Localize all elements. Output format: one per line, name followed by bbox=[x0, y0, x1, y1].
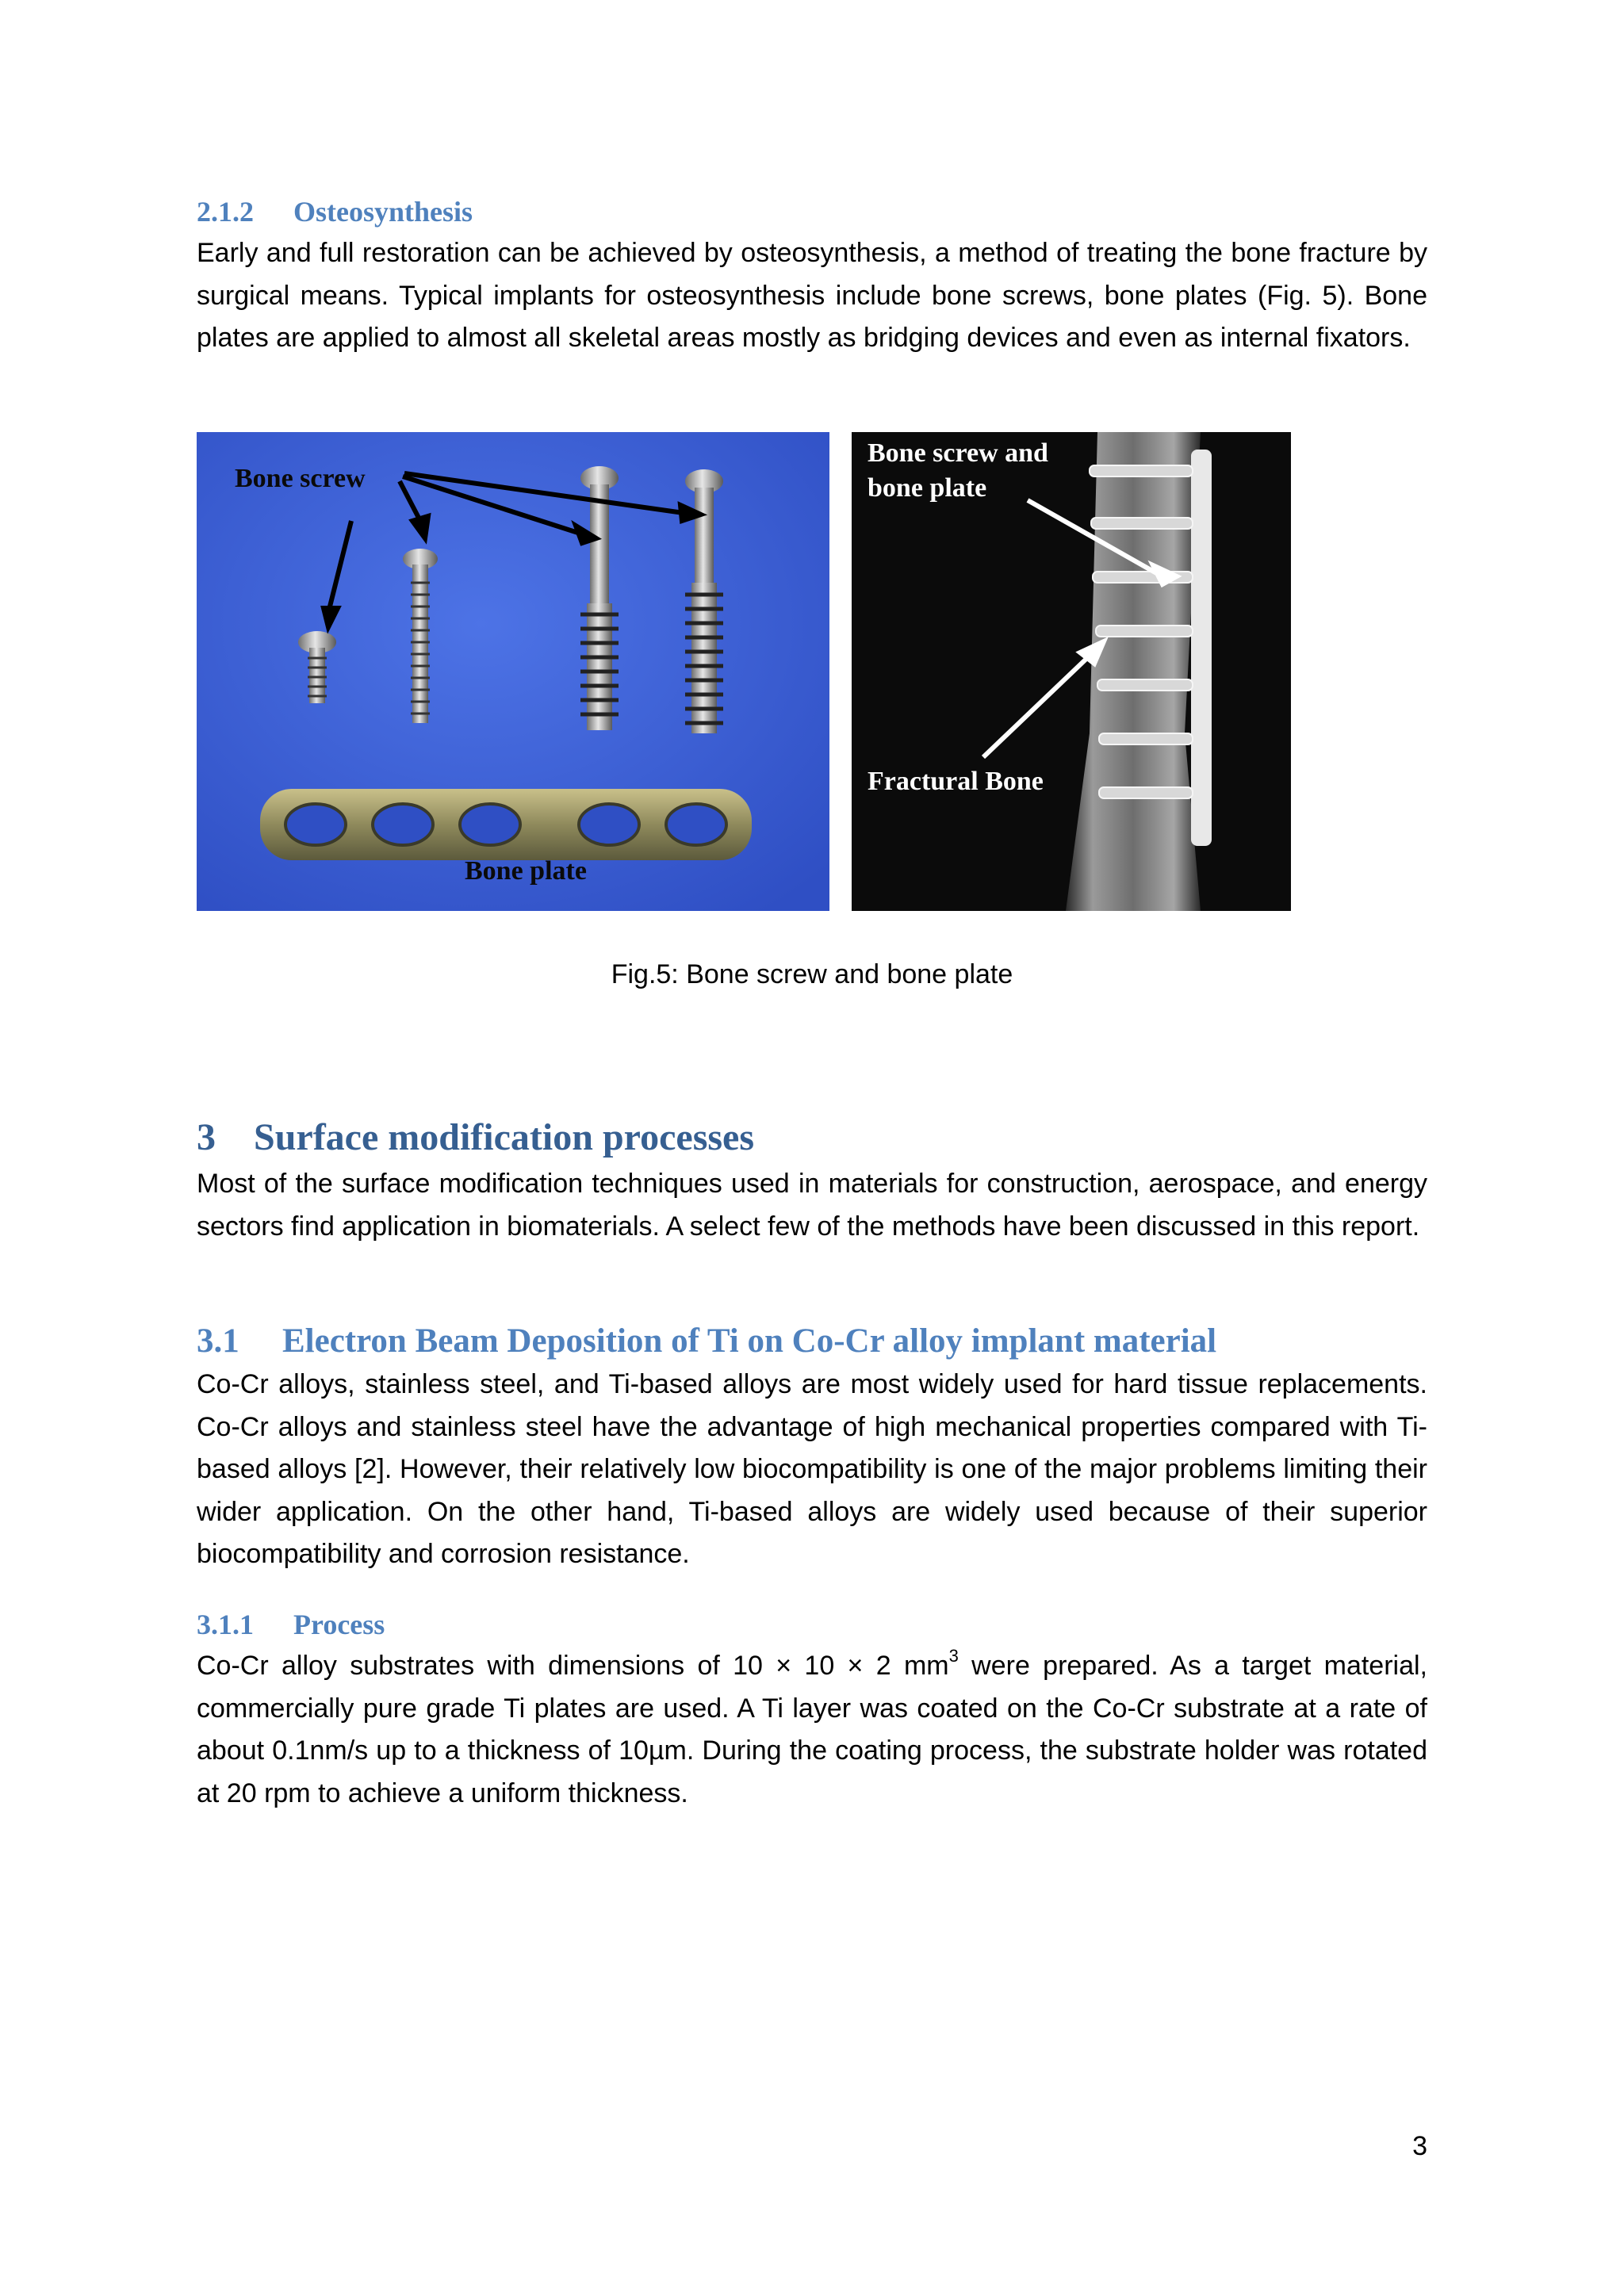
section-number: 3 bbox=[197, 1116, 216, 1158]
section-3 bbox=[197, 1114, 1427, 1248]
xray-photo bbox=[852, 432, 1291, 911]
bone-screw-label: Bone screw bbox=[235, 464, 366, 493]
section-paragraph: Most of the surface modification techniques used in materials for construction, aerospace, and energy sectors find application in biomaterials. A select few of the methods have been discussed in this report. bbox=[197, 1169, 1427, 1242]
figure-caption: Fig.5: Bone screw and bone plate bbox=[611, 959, 1013, 989]
bone-plate-label: Bone plate bbox=[465, 856, 587, 886]
bone-screw-illustration bbox=[197, 432, 829, 911]
page-number: 3 bbox=[1412, 2131, 1427, 2161]
bone-screw-photo bbox=[197, 432, 829, 911]
paragraph-text-part1: Co-Cr alloy substrates with dimensions of 10 × 10 × 2 mm bbox=[197, 1651, 949, 1681]
figure-5 bbox=[197, 432, 1291, 911]
section-number: 3.1.1 bbox=[197, 1609, 254, 1640]
section-heading bbox=[197, 193, 1427, 231]
section-heading bbox=[197, 1319, 1427, 1364]
section-title: Osteosynthesis bbox=[293, 196, 473, 228]
section-number: 2.1.2 bbox=[197, 196, 254, 228]
section-title: Electron Beam Deposition of Ti on Co-Cr alloy implant material bbox=[282, 1322, 1217, 1360]
screw-and-plate-label-line2: bone plate bbox=[868, 473, 987, 503]
section-title: Process bbox=[293, 1609, 385, 1640]
section-2-1-2 bbox=[197, 193, 1427, 360]
screw-and-plate-label-line1: Bone screw and bbox=[868, 438, 1048, 468]
section-3-1 bbox=[197, 1319, 1427, 1576]
section-paragraph: Early and full restoration can be achieved by osteosynthesis, a method of treating the bone fracture by surgical means. Typical implants for osteosynthesis include bone screws, bone plates (Fig. 5). Bone plates are applied to almost all skeletal areas mostly as bridging devices and even as internal fixators. bbox=[197, 238, 1427, 353]
paragraph-text-part2: were prepared. As a target material, commercially pure grade Ti plates are used. A Ti layer was coated on the Co-Cr substrate at a rate of about 0.1nm/s up to a thickness of 10µm. During the coating process, the substrate holder was rotated at 20 rpm to achieve a uniform thickness. bbox=[197, 1651, 1427, 1808]
section-heading bbox=[197, 1605, 1427, 1644]
section-3-1-1 bbox=[197, 1605, 1427, 1815]
superscript: 3 bbox=[948, 1645, 959, 1666]
fractural-bone-label: Fractural Bone bbox=[868, 767, 1044, 796]
section-title: Surface modification processes bbox=[254, 1116, 755, 1158]
section-number: 3.1 bbox=[197, 1322, 239, 1360]
section-paragraph: Co-Cr alloys, stainless steel, and Ti-based alloys are most widely used for hard tissue replacements. Co-Cr alloys and stainless steel have the advantage of high mechanical properties compared with Ti-based alloys [2]. However, their relatively low biocompatibility is one of the major problems limiting their wider application. On the other hand, Ti-based alloys are widely used because of their superior biocompatibility and corrosion resistance. bbox=[197, 1369, 1427, 1569]
section-heading bbox=[197, 1114, 1427, 1161]
section-paragraph bbox=[197, 1645, 1427, 1815]
